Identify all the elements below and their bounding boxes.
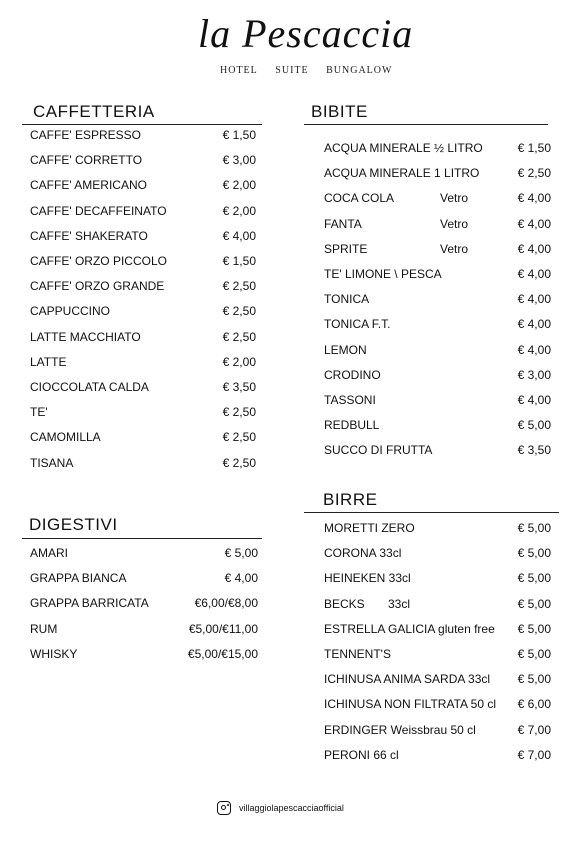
menu-item-price: € 2,50 bbox=[222, 279, 256, 294]
menu-item-price: € 6,00 bbox=[517, 697, 551, 712]
menu-item-note: 33cl bbox=[388, 596, 411, 611]
menu-item-price: € 4,00 bbox=[517, 191, 551, 206]
menu-item-name: CRODINO bbox=[324, 367, 381, 382]
menu-item-name: PERONI 66 cl bbox=[324, 747, 399, 762]
menu-item-name: CAMOMILLA bbox=[30, 430, 101, 445]
menu-item-note: Vetro bbox=[440, 191, 469, 206]
menu-item-price: € 3,00 bbox=[222, 153, 256, 168]
logo-sub-bungalow: BUNGALOW bbox=[326, 65, 393, 76]
section-rule-bibite bbox=[304, 124, 548, 125]
menu-item-price: € 1,50 bbox=[517, 141, 551, 155]
menu-item-name: AMARI bbox=[30, 546, 69, 560]
menu-item-name: ESTRELLA GALICIA gluten free bbox=[324, 621, 495, 636]
menu-item-price: € 2,50 bbox=[517, 166, 551, 181]
menu-item-name: MORETTI ZERO bbox=[324, 521, 415, 535]
menu-item-price: € 3,00 bbox=[517, 367, 551, 382]
menu-item-price: € 5,00 bbox=[517, 672, 551, 687]
logo-sub-suite: SUITE bbox=[275, 65, 309, 76]
menu-item-price: € 5,00 bbox=[517, 546, 551, 561]
menu-item-price: € 5,00 bbox=[517, 521, 551, 535]
menu-item-price: € 5,00 bbox=[517, 571, 551, 586]
menu-item-price: € 4,00 bbox=[517, 317, 551, 332]
menu-item-name: ACQUA MINERALE 1 LITRO bbox=[324, 166, 480, 181]
menu-item-name: TASSONI bbox=[324, 393, 376, 407]
menu-item-name: ERDINGER Weissbrau 50 cl bbox=[324, 722, 476, 737]
brand-logo bbox=[190, 10, 414, 80]
menu-item-name: TENNENT'S bbox=[324, 647, 391, 661]
brand-logo-subtitle bbox=[220, 65, 406, 76]
menu-item-name: CIOCCOLATA CALDA bbox=[30, 380, 149, 394]
section-rule-birre bbox=[304, 512, 559, 513]
menu-item-price: € 2,50 bbox=[222, 405, 256, 420]
section-rule-caffetteria bbox=[22, 124, 262, 125]
menu-item-note: Vetro bbox=[440, 241, 469, 256]
menu-item-name: CAFFE' DECAFFEINATO bbox=[30, 203, 167, 218]
menu-item-price: € 4,00 bbox=[517, 393, 551, 407]
menu-item-price: € 2,50 bbox=[222, 329, 256, 344]
menu-item-name: SPRITE bbox=[324, 241, 368, 256]
menu-item-price: € 2,00 bbox=[222, 354, 256, 369]
menu-item-price: € 3,50 bbox=[517, 443, 551, 458]
instagram-icon bbox=[217, 801, 231, 815]
section-title-bibite: BIBITE bbox=[311, 102, 368, 121]
section-rule-digestivi bbox=[22, 538, 262, 539]
menu-item-name: CAFFE' ESPRESSO bbox=[30, 128, 141, 142]
menu-item-name: TONICA bbox=[324, 292, 370, 307]
menu-item-price: € 4,00 bbox=[517, 292, 551, 307]
menu-item-name: TE' LIMONE \ PESCA bbox=[324, 267, 442, 281]
menu-item-name: BECKS bbox=[324, 596, 365, 611]
menu-item-price: € 5,00 bbox=[224, 546, 258, 560]
menu-item-price: € 2,00 bbox=[222, 203, 256, 218]
menu-item-name: TONICA F.T. bbox=[324, 317, 391, 332]
menu-item-name: ACQUA MINERALE ½ LITRO bbox=[324, 141, 483, 155]
menu-item-note: Vetro bbox=[440, 216, 469, 231]
menu-item-price: € 3,50 bbox=[222, 380, 256, 394]
menu-item-name: REDBULL bbox=[324, 418, 380, 433]
menu-item-name: LEMON bbox=[324, 342, 367, 357]
menu-item-price: € 4,00 bbox=[517, 342, 551, 357]
menu-item-price: € 5,00 bbox=[517, 621, 551, 636]
section-title-caffetteria: CAFFETTERIA bbox=[33, 102, 155, 121]
menu-item-price: € 5,00 bbox=[517, 596, 551, 611]
menu-item-name: RUM bbox=[30, 621, 58, 636]
section-title-birre: BIRRE bbox=[323, 490, 378, 509]
menu-item-price: € 7,00 bbox=[517, 722, 551, 737]
instagram-handle[interactable]: villaggiolapescacciaofficial bbox=[239, 803, 344, 813]
menu-item-price: € 2,00 bbox=[222, 178, 256, 193]
menu-item-price: €6,00/€8,00 bbox=[194, 596, 258, 611]
menu-item-name: CORONA 33cl bbox=[324, 546, 402, 561]
menu-item-price: € 5,00 bbox=[517, 418, 551, 433]
menu-item-name: CAFFE' CORRETTO bbox=[30, 153, 143, 168]
logo-sub-hotel: HOTEL bbox=[220, 65, 258, 76]
menu-item-name: LATTE MACCHIATO bbox=[30, 329, 141, 344]
menu-item-name: CAFFE' ORZO GRANDE bbox=[30, 279, 165, 294]
brand-logo-script: la Pescaccia bbox=[198, 11, 414, 56]
menu-item-price: € 4,00 bbox=[224, 571, 258, 586]
menu-item-name: SUCCO DI FRUTTA bbox=[324, 443, 433, 458]
menu-item-price: € 4,00 bbox=[517, 267, 551, 281]
menu-item-name: TE' bbox=[30, 405, 48, 420]
menu-item-name: ICHINUSA NON FILTRATA 50 cl bbox=[324, 697, 497, 712]
menu-item-name: COCA COLA bbox=[324, 191, 395, 206]
menu-item-price: € 1,50 bbox=[222, 254, 256, 268]
menu-item-price: € 2,50 bbox=[222, 430, 256, 445]
menu-item-price: € 2,50 bbox=[222, 455, 256, 470]
menu-item-price: € 7,00 bbox=[517, 747, 551, 762]
menu-item-name: CAFFE' SHAKERATO bbox=[30, 228, 148, 243]
menu-item-name: CAFFE' AMERICANO bbox=[30, 178, 147, 193]
menu-item-price: € 2,50 bbox=[222, 304, 256, 319]
menu-item-price: € 4,00 bbox=[517, 241, 551, 256]
footer-social[interactable] bbox=[217, 798, 344, 818]
menu-item-price: € 1,50 bbox=[222, 128, 256, 142]
menu-item-price: € 4,00 bbox=[222, 228, 256, 243]
menu-item-name: GRAPPA BARRICATA bbox=[30, 596, 149, 611]
menu-item-price: €5,00/€11,00 bbox=[188, 621, 258, 636]
menu-item-name: FANTA bbox=[324, 216, 362, 231]
menu-item-price: €5,00/€15,00 bbox=[187, 646, 258, 661]
menu-item-name: TISANA bbox=[30, 455, 74, 470]
menu-item-price: € 4,00 bbox=[517, 216, 551, 231]
menu-item-name: LATTE bbox=[30, 354, 67, 369]
menu-item-price: € 5,00 bbox=[517, 647, 551, 661]
menu-item-name: GRAPPA BIANCA bbox=[30, 571, 127, 586]
menu-item-name: HEINEKEN 33cl bbox=[324, 571, 411, 586]
menu-item-name: CAFFE' ORZO PICCOLO bbox=[30, 254, 167, 268]
menu-item-name: WHISKY bbox=[30, 646, 78, 661]
section-title-digestivi: DIGESTIVI bbox=[29, 515, 118, 534]
menu-item-name: ICHINUSA ANIMA SARDA 33cl bbox=[324, 672, 491, 687]
menu-item-name: CAPPUCCINO bbox=[30, 304, 111, 319]
